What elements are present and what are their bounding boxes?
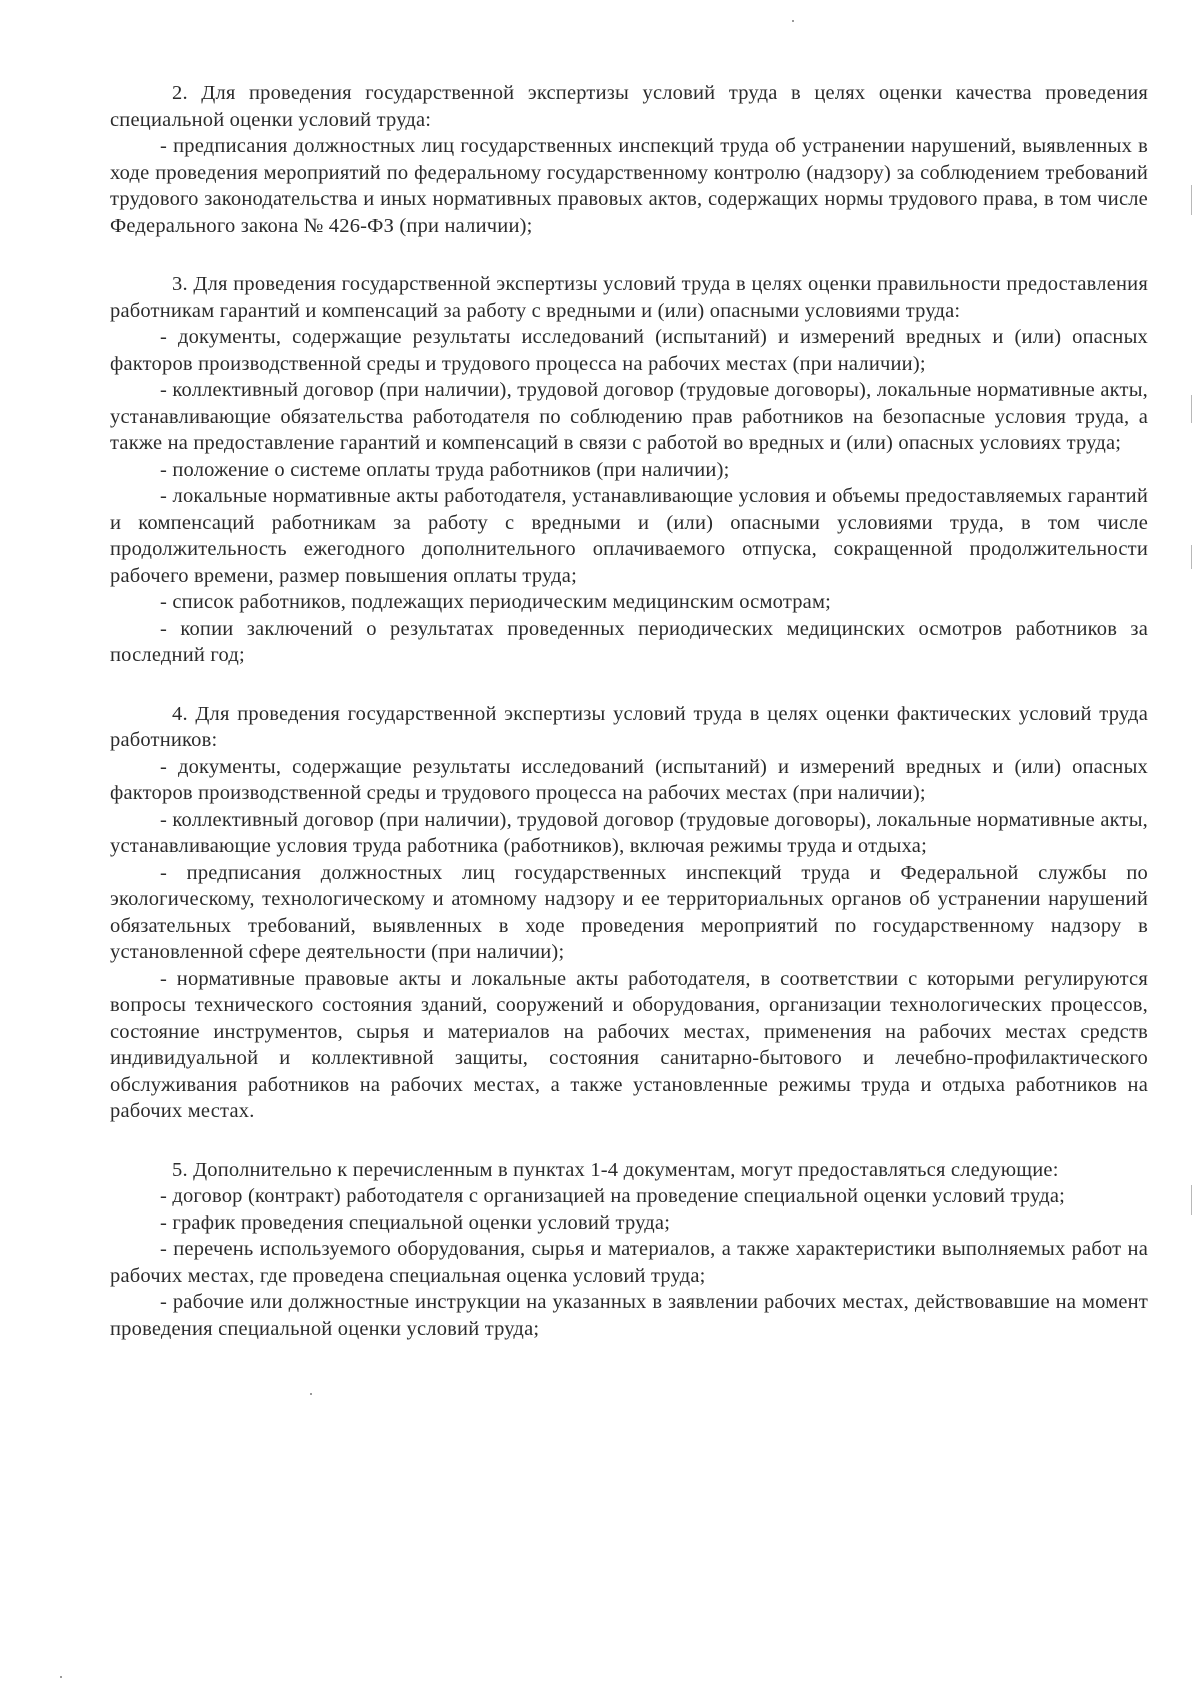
list-item: - предписания должностных лиц государственных инспекций труда об устранении нарушений, выявленных в ходе проведения мероприятий по федеральному государственному контролю (надзору) за соблюдением требований трудового законодательства и иных нормативных правовых актов, содержащих нормы трудового права, в том числе Федерального закона № 426-ФЗ (при наличии); [110, 135, 1148, 237]
list-item: - копии заключений о результатах проведенных периодических медицинских осмотров работников за последний год; [110, 617, 1148, 666]
section-3 [110, 271, 1148, 669]
scan-speck [792, 20, 794, 22]
list-item: - коллективный договор (при наличии), трудовой договор (трудовые договоры), локальные нормативные акты, устанавливающие условия труда работника (работников), включая режимы труда и отдыха; [110, 808, 1148, 857]
section-4 [110, 701, 1148, 1125]
list-item: - нормативные правовые акты и локальные акты работодателя, в соответствии с которыми регулируются вопросы технического состояния зданий, сооружений и оборудования, организации технологических процессов, состояние инструментов, сырья и материалов на рабочих местах, применения на рабочих местах средств индивидуальной и коллективной защиты, состояния санитарно-бытового и лечебно-профилактического обслуживания работников на рабочих местах, а также установленные режимы труда и отдыха работников на рабочих местах. [110, 967, 1148, 1122]
section-heading: 4. Для проведения государственной экспертизы условий труда в целях оценки фактических условий труда работников: [110, 702, 1148, 751]
scan-edge-mark [1191, 1185, 1192, 1215]
section-heading: 3. Для проведения государственной экспертизы условий труда в целях оценки правильности предоставления работникам гарантий и компенсаций за работу с вредными и (или) опасными условиями труда: [110, 273, 1148, 322]
list-item: - рабочие или должностные инструкции на указанных в заявлении рабочих местах, действовавшие на момент проведения специальной оценки условий труда; [110, 1291, 1148, 1340]
list-item: - список работников, подлежащих периодическим медицинским осмотрам; [160, 591, 832, 613]
section-5 [110, 1157, 1148, 1343]
section-2 [110, 80, 1148, 239]
list-item: - коллективный договор (при наличии), трудовой договор (трудовые договоры), локальные нормативные акты, устанавливающие обязательства работодателя по соблюдению прав работников на безопасные условия труда, а также на предоставление гарантий и компенсаций в связи с работой во вредных и (или) опасных условиях труда; [110, 379, 1148, 454]
list-item: - документы, содержащие результаты исследований (испытаний) и измерений вредных и (или) опасных факторов производственной среды и трудового процесса на рабочих местах (при наличии); [110, 326, 1148, 375]
list-item: - локальные нормативные акты работодателя, устанавливающие условия и объемы предоставляемых гарантий и компенсаций работникам за работу с вредными и (или) опасными условиями труда, в том числе продолжительность ежегодного дополнительного оплачиваемого отпуска, сокращенной продолжительности рабочего времени, размер повышения оплаты труда; [110, 485, 1148, 587]
list-item: - договор (контракт) работодателя с организацией на проведение специальной оценки условий труда; [160, 1185, 1066, 1207]
scan-edge-mark [1191, 395, 1192, 423]
section-heading: 2. Для проведения государственной экспертизы условий труда в целях оценки качества проведения специальной оценки условий труда: [110, 82, 1148, 131]
list-item: - положение о системе оплаты труда работников (при наличии); [160, 458, 730, 481]
list-item: - предписания должностных лиц государственных инспекций труда и Федеральной службы по экологическому, технологическому и атомному надзору и ее территориальных органов об устранении нарушений обязательных требований, выявленных в ходе проведения мероприятий по государственному надзору в установленной сфере деятельности (при наличии); [110, 861, 1148, 963]
section-heading: 5. Дополнительно к перечисленным в пунктах 1-4 документам, могут предоставляться следующие: [172, 1158, 1059, 1181]
list-item: - перечень используемого оборудования, сырья и материалов, а также характеристики выполняемых работ на рабочих местах, где проведена специальная оценка условий труда; [110, 1238, 1148, 1287]
list-item: - документы, содержащие результаты исследований (испытаний) и измерений вредных и (или) опасных факторов производственной среды и трудового процесса на рабочих местах (при наличии); [110, 755, 1148, 804]
document-body [110, 80, 1148, 1374]
scan-edge-mark [1191, 545, 1192, 569]
scan-speck [310, 1393, 312, 1395]
scan-edge-mark [1191, 185, 1192, 215]
scan-speck [60, 1676, 62, 1678]
list-item: - график проведения специальной оценки условий труда; [160, 1211, 671, 1234]
